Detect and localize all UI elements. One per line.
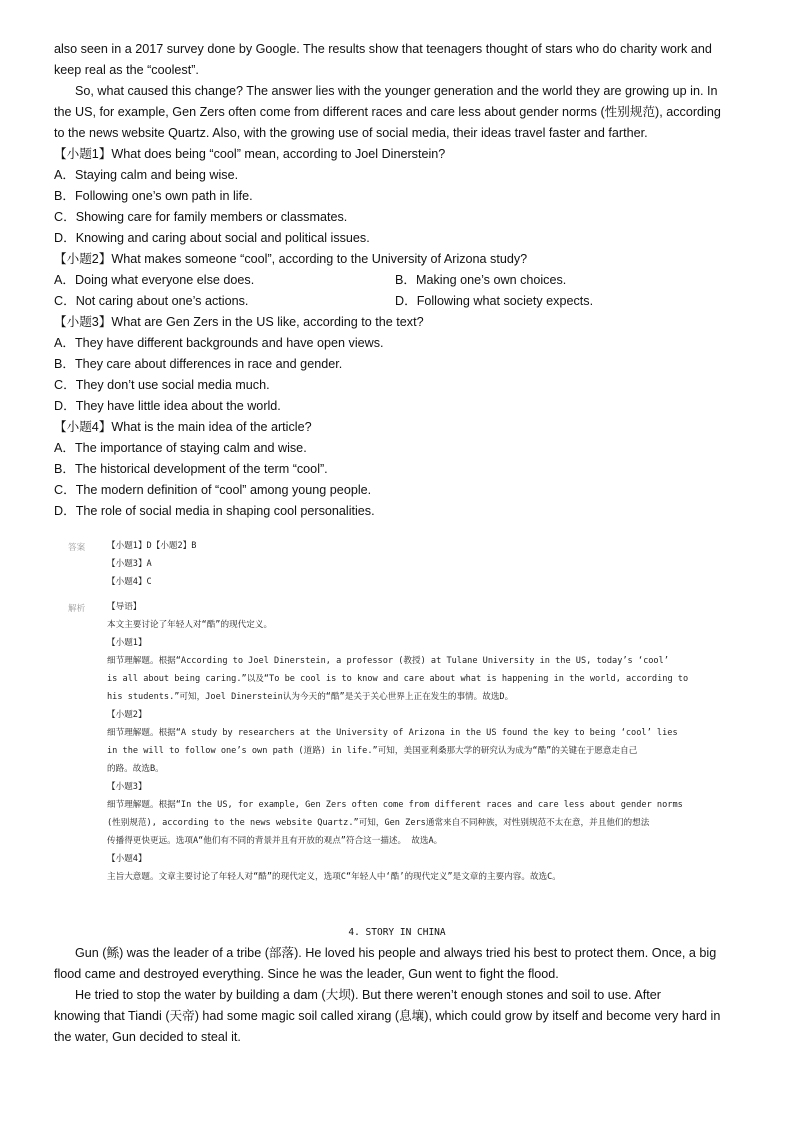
story-line: flood came and destroyed everything. Since he was the leader, Gun went to fight the flood. xyxy=(54,967,559,981)
question-option: C．The modern definition of “cool” among young people. xyxy=(54,483,372,497)
analysis-line: 细节理解题。根据“In the US, for example, Gen Zers often come from different races and care less about gender norms xyxy=(107,800,683,810)
analysis-line: 细节理解题。根据“According to Joel Dinerstein, a professor (教授) at Tulane University in the US, today’s ‘cool’ xyxy=(107,656,669,666)
question-option: B．They care about differences in race and gender. xyxy=(54,357,343,371)
analysis-line: 本文主要讨论了年轻人对“酷”的现代定义。 xyxy=(107,620,273,630)
question-option: D．The role of social media in shaping cool personalities. xyxy=(54,504,375,518)
question-option: B．Making one’s own choices. xyxy=(395,273,567,287)
story-line: the water, Gun decided to steal it. xyxy=(54,1030,241,1044)
analysis-line: 【导语】 xyxy=(107,602,142,612)
question-option: D．Following what society expects. xyxy=(395,294,594,308)
question-option-row xyxy=(54,270,744,291)
analysis-line: 主旨大意题。文章主要讨论了年轻人对“酷”的现代定义，选项C“年轻人中‘酷’的现代定义”是文章的主要内容。故选C。 xyxy=(107,872,561,882)
question-option: B．Following one’s own path in life. xyxy=(54,189,253,203)
question-option: B．The historical development of the term “cool”. xyxy=(54,462,328,476)
section-title: 4. STORY IN CHINA xyxy=(348,927,446,938)
answer-label: 答案 xyxy=(68,543,86,553)
passage-line: keep real as the “coolest”. xyxy=(54,63,199,77)
analysis-line: is all about being caring.”以及“To be cool is to know and care about what is happening in the world, according to xyxy=(107,674,689,684)
analysis-line: 【小题4】 xyxy=(107,854,147,864)
question-option: A．They have different backgrounds and have open views. xyxy=(54,336,384,350)
question-stem: 【小题4】What is the main idea of the article? xyxy=(54,420,312,434)
passage-line: also seen in a 2017 survey done by Google. The results show that teenagers thought of stars who do charity work and xyxy=(54,42,712,56)
question-option: C．They don’t use social media much. xyxy=(54,378,270,392)
question-option: D．Knowing and caring about social and political issues. xyxy=(54,231,370,245)
passage-line: to the news website Quartz. Also, with the growing use of social media, their ideas travel faster and farther. xyxy=(54,126,648,140)
question-option: A．Doing what everyone else does. xyxy=(54,273,255,287)
analysis-line: 【小题3】 xyxy=(107,782,147,792)
question-option: A．Staying calm and being wise. xyxy=(54,168,239,182)
answer-line: 【小题1】D【小题2】B xyxy=(107,541,197,551)
analysis-line: 【小题1】 xyxy=(107,638,147,648)
question-option: C．Showing care for family members or classmates. xyxy=(54,210,348,224)
question-stem: 【小题1】What does being “cool” mean, according to Joel Dinerstein? xyxy=(54,147,446,161)
question-option: A．The importance of staying calm and wise. xyxy=(54,441,307,455)
analysis-line: 传播得更快更远。选项A“他们有不同的背景并且有开放的观点”符合这一描述。 故选A。 xyxy=(107,836,443,846)
story-line: He tried to stop the water by building a dam (大坝). But there weren’t enough stones and soil to use. After xyxy=(75,988,661,1002)
story-line: Gun (鲧) was the leader of a tribe (部落). He loved his people and always tried his best to protect them. Once, a big xyxy=(75,946,717,960)
question-stem: 【小题2】What makes someone “cool”, according to the University of Arizona study? xyxy=(54,252,528,266)
answer-line: 【小题3】A xyxy=(107,559,152,569)
passage-line: the US, for example, Gen Zers often come from different races and care less about gender norms (性别规范), according xyxy=(54,105,721,119)
analysis-line: in the will to follow one’s own path (道路) in life.”可知，美国亚利桑那大学的研究认为成为“酷”的关键在于愿意走自己 xyxy=(107,746,638,756)
analysis-line: 细节理解题。根据“A study by researchers at the University of Arizona in the US found the key to being ‘cool’ lies xyxy=(107,728,678,738)
analysis-line: his students.”可知，Joel Dinerstein认为今天的“酷”是关于关心世界上正在发生的事情。故选D。 xyxy=(107,692,514,702)
question-option: C．Not caring about one’s actions. xyxy=(54,294,249,308)
analysis-label: 解析 xyxy=(68,604,86,614)
story-line: knowing that Tiandi (天帝) had some magic soil called xirang (息壤), which could grow by itself and become very hard in xyxy=(54,1009,721,1023)
analysis-line: 的路。故选B。 xyxy=(107,764,164,774)
passage-line: So, what caused this change? The answer lies with the younger generation and the world they are growing up in. In xyxy=(75,84,718,98)
question-stem: 【小题3】What are Gen Zers in the US like, according to the text? xyxy=(54,315,424,329)
analysis-line: (性别规范), according to the news website Quartz.”可知，Gen Zers通常来自不同种族，对性别规范不太在意，并且他们的想法 xyxy=(107,818,650,828)
answer-line: 【小题4】C xyxy=(107,577,152,587)
question-option-row xyxy=(54,291,744,312)
analysis-line: 【小题2】 xyxy=(107,710,147,720)
question-option: D．They have little idea about the world. xyxy=(54,399,281,413)
